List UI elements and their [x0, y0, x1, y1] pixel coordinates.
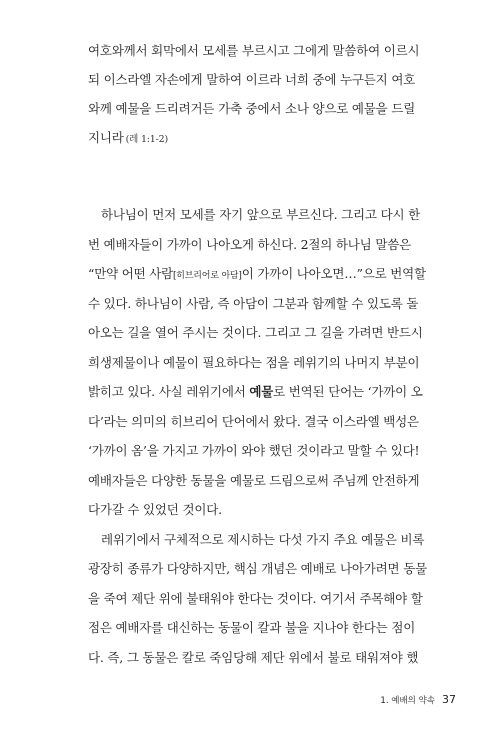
paragraph-line: 아오는 길을 열어 주시는 것이다. 그리고 그 길을 가려면 반드시: [88, 325, 423, 340]
paragraph-line: [88, 377, 458, 407]
paragraph-line: 다’라는 의미의 히브리어 단어에서 왔다. 결국 이스라엘 백성은: [88, 413, 419, 429]
scripture-reference: (레 1:1-2): [125, 134, 168, 145]
paragraph-line: 광장히 종류가 다양하지만, 핵심 개념은 예배로 나아가려면 동물: [88, 561, 427, 576]
paragraph-line: 하나님이 먼저 모세를 자기 앞으로 부르신다. 그리고 다시 한: [101, 207, 420, 222]
text-run: 밝히고 있다. 사실 레위기에서: [88, 384, 250, 399]
paragraph-line: 다. 즉, 그 동물은 칼로 죽임당해 제단 위에서 불로 태워져야 했: [88, 649, 419, 665]
quote-line: 여호와께서 회막에서 모세를 부르시고 그에게 말씀하여 이르시: [88, 43, 420, 58]
paragraph-line: 번 예배자들이 가까이 나아오게 하신다. 2절의 하나님 말씀은: [88, 236, 411, 252]
page-footer: [380, 693, 456, 706]
paragraph-line: 을 죽여 제단 위에 불태워야 한다는 것이다. 여기서 주목해야 할: [88, 590, 423, 606]
page-number: 37: [442, 693, 456, 706]
scripture-quote: [88, 36, 448, 152]
quote-text: 지니라: [88, 130, 124, 145]
chapter-title: 1. 예배의 약속: [380, 696, 435, 706]
text-run: 로 번역된 단어는 ‘가까이 오: [273, 384, 423, 399]
paragraph-line: ‘가까이 옴’을 가지고 가까이 와야 했던 것이라고 말할 수 있다!: [88, 443, 420, 458]
quote-line: 와께 예물을 드리려거든 가축 중에서 소나 양으로 예물을 드릴: [88, 101, 416, 116]
paragraph-line: 레위기에서 구체적으로 제시하는 다섯 가지 주요 예물은 비록: [101, 531, 425, 547]
quote-line-last: [88, 123, 448, 152]
body-text: [88, 200, 458, 672]
paragraph-line: 수 있다. 하나님이 사람, 즉 아담이 그분과 함께할 수 있도록 돌: [88, 295, 419, 311]
quote-line: 되 이스라엘 자손에게 말하여 이르라 너희 중에 누구든지 여호: [88, 72, 416, 87]
paragraph-line: 점은 예배자를 대신하는 동물이 칼과 불을 지나야 한다는 점이: [88, 620, 416, 635]
text-run: “만약 어떤 사람: [88, 266, 173, 281]
paragraph-line: 다가갈 수 있었던 것이다.: [88, 502, 222, 517]
paragraph-line: [88, 259, 458, 289]
inline-note: [히브리어로 아담]: [173, 271, 242, 281]
text-run: 이 가까이 나아오면…”으로 번역할: [241, 266, 426, 281]
paragraph-line: 희생제물이나 예물이 필요하다는 점을 레위기의 나머지 부분이: [88, 354, 420, 370]
paragraph-line: 예배자들은 다양한 동물을 예물로 드림으로써 주님께 안전하게: [88, 472, 420, 488]
emphasized-word: 예물: [249, 384, 274, 399]
